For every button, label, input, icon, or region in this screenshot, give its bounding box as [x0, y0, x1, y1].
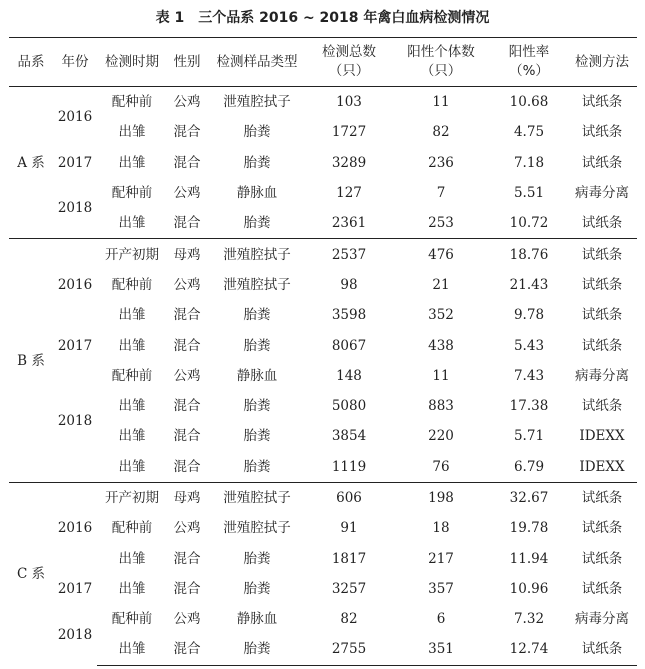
sex-cell: 混合	[173, 398, 201, 415]
rate-cell: 5.71	[513, 428, 545, 445]
table-row	[9, 330, 637, 360]
total-cell: 3289	[331, 154, 367, 171]
method-cell: 试纸条	[581, 520, 623, 537]
header-positive	[391, 38, 491, 87]
sex-cell: 公鸡	[173, 367, 201, 384]
positive-cell: 351	[391, 634, 491, 665]
header-rate-label: 阳性率	[508, 44, 550, 60]
rate-cell: 32.67	[491, 482, 567, 513]
rate-cell: 18.76	[491, 239, 567, 270]
positive-cell: 198	[391, 482, 491, 513]
total-cell: 2537	[307, 239, 391, 270]
total-cell: 3598	[331, 307, 367, 324]
method-cell: 试纸条	[567, 239, 637, 270]
method-cell: 试纸条	[581, 276, 623, 293]
rate-cell: 10.68	[491, 87, 567, 118]
method-cell: IDEXX	[579, 428, 625, 445]
table-row	[9, 421, 637, 451]
method-cell: 试纸条	[581, 124, 623, 141]
header-breed: 品系	[9, 38, 53, 87]
positive-cell: 21	[432, 276, 450, 293]
positive-cell: 253	[428, 215, 454, 232]
header-rate	[491, 38, 567, 87]
header-period: 检测时期	[97, 38, 167, 87]
rate-cell: 17.38	[509, 398, 549, 415]
total-cell: 148	[336, 367, 362, 384]
sample-cell: 胎粪	[243, 124, 271, 141]
sample-cell: 胎粪	[207, 634, 307, 665]
period-cell: 出雏	[118, 337, 146, 354]
total-cell: 103	[307, 87, 391, 118]
sample-cell: 泄殖腔拭子	[207, 482, 307, 513]
table-row	[9, 452, 637, 483]
positive-cell: 7	[436, 185, 446, 202]
rate-cell: 7.32	[513, 611, 545, 628]
period-cell: 配种前	[111, 611, 153, 628]
sample-cell: 胎粪	[243, 428, 271, 445]
sex-cell: 混合	[173, 307, 201, 324]
period-cell: 出雏	[118, 215, 146, 232]
positive-cell: 476	[391, 239, 491, 270]
table-number: 表 1	[155, 10, 185, 26]
sample-cell: 胎粪	[243, 154, 271, 171]
sex-cell: 混合	[173, 550, 201, 567]
period-cell: 配种前	[111, 367, 153, 384]
year-cell: 2018	[57, 626, 93, 643]
method-cell: 试纸条	[581, 550, 623, 567]
positive-cell: 11	[432, 367, 450, 384]
year-cell: 2017	[57, 154, 93, 171]
method-cell: 试纸条	[581, 154, 623, 171]
sample-cell: 胎粪	[243, 458, 271, 475]
sample-cell: 静脉血	[236, 185, 278, 202]
sex-cell: 公鸡	[173, 611, 201, 628]
table-row	[9, 634, 637, 665]
method-cell: 试纸条	[581, 580, 623, 597]
period-cell: 开产初期	[97, 239, 167, 270]
method-cell: 试纸条	[581, 215, 623, 232]
period-cell: 出雏	[118, 428, 146, 445]
sex-cell: 混合	[173, 428, 201, 445]
rate-cell: 7.18	[513, 154, 545, 171]
sample-cell: 静脉血	[236, 367, 278, 384]
header-method: 检测方法	[567, 38, 637, 87]
period-cell: 出雏	[118, 550, 146, 567]
total-cell: 1817	[331, 550, 367, 567]
total-cell: 1119	[331, 458, 367, 475]
total-cell: 5080	[331, 398, 367, 415]
positive-cell: 220	[428, 428, 454, 445]
total-cell: 2755	[307, 634, 391, 665]
total-cell: 98	[340, 276, 358, 293]
method-cell: 试纸条	[581, 337, 623, 354]
sample-cell: 胎粪	[243, 580, 271, 597]
breed-group	[9, 239, 637, 482]
breed-cell: C 系	[9, 482, 53, 665]
year-cell: 2016	[53, 482, 97, 573]
sample-cell: 静脉血	[236, 611, 278, 628]
positive-cell: 438	[428, 337, 454, 354]
total-cell: 127	[336, 185, 362, 202]
sex-cell: 混合	[173, 458, 201, 475]
positive-cell: 883	[428, 398, 454, 415]
breed-group	[9, 482, 637, 665]
table-row	[9, 543, 637, 573]
detection-table	[9, 37, 637, 666]
total-cell: 8067	[331, 337, 367, 354]
header-sample: 检测样品类型	[207, 38, 307, 87]
table-row	[9, 270, 637, 300]
positive-cell: 11	[391, 87, 491, 118]
table-row	[9, 604, 637, 634]
positive-cell: 82	[432, 124, 450, 141]
table-header	[9, 38, 637, 87]
year-cell: 2016	[53, 87, 97, 148]
period-cell: 出雏	[118, 458, 146, 475]
method-cell: 试纸条	[567, 634, 637, 665]
sex-cell: 母鸡	[167, 239, 207, 270]
method-cell: 病毒分离	[575, 185, 629, 202]
period-cell: 出雏	[118, 124, 146, 141]
table-row	[9, 513, 637, 543]
year-cell: 2016	[53, 239, 97, 330]
sample-cell: 胎粪	[243, 307, 271, 324]
rate-cell: 9.78	[513, 307, 545, 324]
year-cell: 2018	[57, 200, 93, 217]
rate-cell: 10.96	[509, 580, 549, 597]
sample-cell: 泄殖腔拭子	[223, 520, 291, 537]
period-cell: 配种前	[111, 276, 153, 293]
breed-group	[9, 87, 637, 239]
table-caption	[0, 9, 645, 27]
table-row	[9, 574, 637, 604]
sample-cell: 胎粪	[243, 398, 271, 415]
positive-cell: 18	[432, 520, 450, 537]
breed-cell: B 系	[9, 239, 53, 482]
rate-cell: 12.74	[491, 634, 567, 665]
total-cell: 1727	[331, 124, 367, 141]
positive-cell: 6	[436, 611, 446, 628]
sample-cell: 泄殖腔拭子	[223, 276, 291, 293]
table-row	[9, 361, 637, 391]
table-row	[9, 87, 637, 118]
sample-cell: 胎粪	[243, 337, 271, 354]
period-cell: 配种前	[111, 185, 153, 202]
header-rate-unit: （%）	[509, 63, 549, 79]
total-cell: 2361	[331, 215, 367, 232]
method-cell: IDEXX	[579, 458, 625, 475]
rate-cell: 7.43	[513, 367, 545, 384]
period-cell: 出雏	[118, 307, 146, 324]
total-cell: 3257	[331, 580, 367, 597]
rate-cell: 10.72	[509, 215, 549, 232]
sex-cell: 公鸡	[173, 185, 201, 202]
year-cell: 2017	[57, 580, 93, 597]
sex-cell: 公鸡	[167, 87, 207, 118]
period-cell: 开产初期	[97, 482, 167, 513]
table-row	[9, 391, 637, 421]
sex-cell: 混合	[173, 580, 201, 597]
sex-cell: 母鸡	[167, 482, 207, 513]
table-row	[9, 239, 637, 270]
positive-cell: 236	[428, 154, 454, 171]
positive-cell: 357	[428, 580, 454, 597]
sex-cell: 混合	[167, 634, 207, 665]
period-cell: 出雏	[118, 398, 146, 415]
sex-cell: 混合	[173, 154, 201, 171]
period-cell: 配种前	[97, 87, 167, 118]
rate-cell: 4.75	[513, 124, 545, 141]
positive-cell: 352	[428, 307, 454, 324]
header-sex: 性别	[167, 38, 207, 87]
period-cell: 出雏	[118, 154, 146, 171]
sample-cell: 泄殖腔拭子	[207, 239, 307, 270]
total-cell: 606	[307, 482, 391, 513]
table-row	[9, 208, 637, 239]
table-row	[9, 482, 637, 513]
table-row	[9, 148, 637, 178]
table-row	[9, 300, 637, 330]
header-total-unit: （只）	[328, 63, 370, 79]
sex-cell: 混合	[173, 124, 201, 141]
method-cell: 试纸条	[581, 307, 623, 324]
total-cell: 82	[340, 611, 358, 628]
period-cell: 出雏	[97, 634, 167, 665]
sex-cell: 公鸡	[173, 520, 201, 537]
total-cell: 91	[340, 520, 358, 537]
header-total-label: 检测总数	[322, 44, 376, 60]
period-cell: 出雏	[118, 580, 146, 597]
method-cell: 试纸条	[567, 87, 637, 118]
positive-cell: 76	[432, 458, 450, 475]
header-positive-label: 阳性个体数	[407, 44, 475, 60]
method-cell: 试纸条	[581, 398, 623, 415]
rate-cell: 6.79	[513, 458, 545, 475]
year-cell: 2017	[57, 337, 93, 354]
rate-cell: 11.94	[509, 550, 549, 567]
method-cell: 试纸条	[567, 482, 637, 513]
method-cell: 病毒分离	[575, 611, 629, 628]
total-cell: 3854	[331, 428, 367, 445]
breed-cell: A 系	[9, 87, 53, 239]
header-positive-unit: （只）	[420, 63, 462, 79]
sample-cell: 胎粪	[243, 550, 271, 567]
period-cell: 配种前	[111, 520, 153, 537]
table-row	[9, 117, 637, 147]
header-year: 年份	[53, 38, 97, 87]
table-title: 三个品系 2016 ~ 2018 年禽白血病检测情况	[198, 10, 490, 26]
rate-cell: 21.43	[509, 276, 549, 293]
sex-cell: 混合	[173, 337, 201, 354]
rate-cell: 19.78	[509, 520, 549, 537]
header-row	[9, 38, 637, 87]
method-cell: 病毒分离	[575, 367, 629, 384]
header-total	[307, 38, 391, 87]
table-row	[9, 178, 637, 208]
rate-cell: 5.51	[513, 185, 545, 202]
positive-cell: 217	[428, 550, 454, 567]
rate-cell: 5.43	[513, 337, 545, 354]
sample-cell: 胎粪	[243, 215, 271, 232]
sex-cell: 公鸡	[173, 276, 201, 293]
sex-cell: 混合	[173, 215, 201, 232]
year-cell: 2018	[57, 413, 93, 430]
sample-cell: 泄殖腔拭子	[207, 87, 307, 118]
